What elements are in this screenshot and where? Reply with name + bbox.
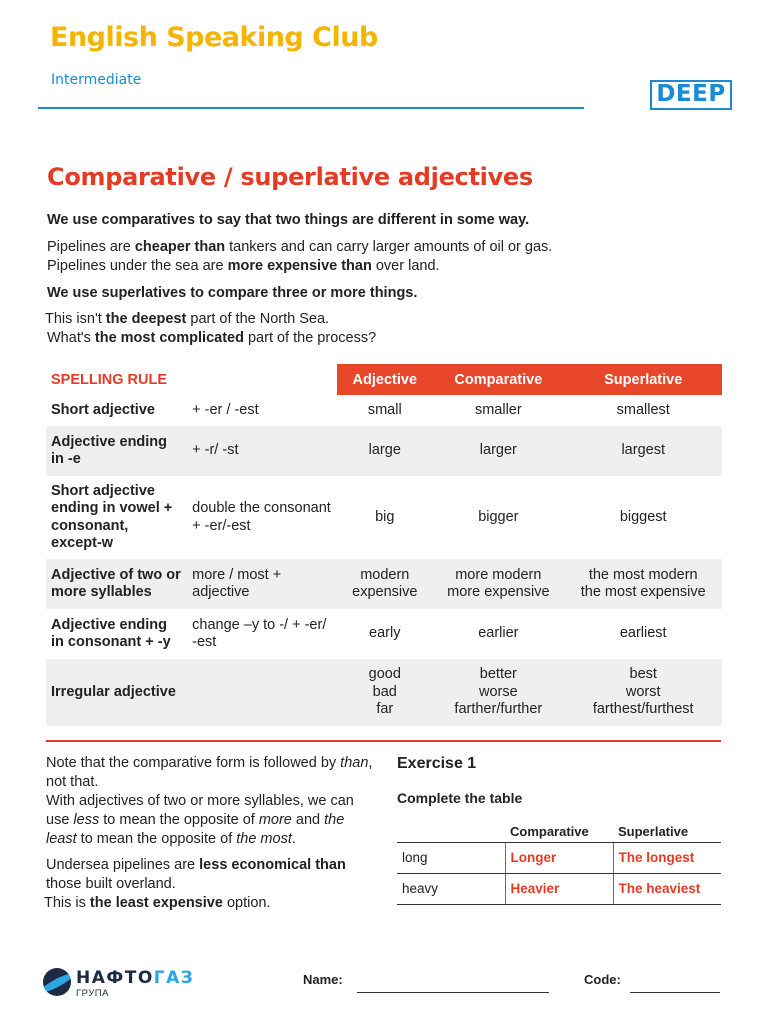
logo-wordmark: НАФТОГАЗ — [76, 968, 195, 988]
table-row — [46, 426, 722, 476]
page-title: Comparative / superlative adjectives — [47, 163, 533, 191]
table-row — [46, 476, 722, 559]
section-divider — [46, 740, 721, 742]
rule-description: + -r/ -st — [187, 426, 337, 476]
adjective-cell: modern expensive — [337, 559, 432, 609]
example-sentence: Pipelines under the sea are more expensive than over land. — [47, 258, 440, 274]
header-adjective: Adjective — [337, 364, 432, 395]
rule-name: Irregular adjective — [46, 659, 187, 726]
comparative-cell: smaller — [474, 401, 522, 418]
superlative-cell: the most modern the most expensive — [564, 559, 722, 609]
exercise-comparative-answer[interactable]: Longer — [505, 842, 613, 873]
naftogaz-logo — [43, 966, 233, 1000]
superlative-cell: largest — [564, 426, 722, 476]
exercise-comparative-answer[interactable]: Heavier — [505, 873, 613, 904]
exercise-title: Exercise 1 — [397, 755, 477, 772]
exercise-superlative-answer[interactable]: The longest — [613, 842, 721, 873]
superlative-cell: earliest — [619, 625, 667, 642]
comparative-cell: more modern more expensive — [432, 559, 564, 609]
exercise-word: heavy — [397, 873, 505, 904]
table-row — [46, 659, 722, 726]
table-row — [46, 609, 722, 659]
example-sentence: Pipelines are cheaper than tankers and can carry larger amounts of oil or gas. — [47, 239, 553, 255]
name-field[interactable] — [357, 992, 549, 993]
comparatives-rule: We use comparatives to say that two things are different in some way. — [47, 212, 530, 228]
code-label: Code: — [584, 972, 621, 987]
rule-name: Adjective of two or more syllables — [46, 559, 187, 609]
adjective-cell: early — [369, 625, 401, 642]
logo-subtitle: ГРУПА — [76, 988, 109, 999]
spelling-rules-table — [46, 364, 722, 726]
superlatives-examples — [45, 310, 376, 348]
rule-name: Adjective ending in -e — [46, 426, 187, 476]
table-row — [46, 395, 722, 426]
table-row — [397, 873, 721, 904]
header-superlative: Superlative — [564, 364, 722, 395]
notes-block — [46, 754, 376, 913]
example-sentence: What's the most complicated part of the process? — [47, 330, 377, 346]
note-text: This is the least expensive option. — [44, 895, 271, 911]
table-row — [397, 842, 721, 873]
adjective-cell: large — [337, 426, 432, 476]
rule-name: Adjective ending in consonant + -y — [51, 616, 171, 650]
exercise-header-comparative: Comparative — [510, 823, 589, 839]
rule-name: Short adjective ending in vowel + consonant, except-w — [51, 482, 173, 551]
rule-description — [187, 659, 337, 726]
exercise-header-empty — [397, 821, 505, 842]
superlative-cell: best worst farthest/furthest — [564, 659, 722, 726]
header-spelling-rule: SPELLING RULE — [51, 371, 168, 388]
exercise-superlative-answer[interactable]: The heaviest — [613, 873, 721, 904]
comparative-cell: larger — [432, 426, 564, 476]
exercise-instruction: Complete the table — [397, 790, 523, 806]
rule-description: + -er / -est — [192, 401, 259, 418]
deep-logo: DEEP — [650, 80, 732, 110]
club-title: English Speaking Club — [50, 22, 378, 53]
exercise-header-superlative: Superlative — [618, 823, 689, 839]
note-text: With adjectives of two or more syllables, we can use less to mean the opposite of more and the least to mean the opposite of the most. — [46, 793, 354, 847]
rule-name: Short adjective — [51, 401, 155, 418]
code-field[interactable] — [630, 992, 720, 993]
comparatives-examples — [47, 238, 552, 276]
club-level: Intermediate — [51, 72, 142, 88]
adjective-cell: big — [375, 508, 395, 525]
rule-description: more / most + adjective — [187, 559, 337, 609]
comparative-cell: bigger — [478, 508, 519, 525]
superlatives-rule: We use superlatives to compare three or more things. — [47, 285, 418, 301]
comparative-cell: better worse farther/further — [432, 659, 564, 726]
table-row — [46, 559, 722, 609]
note-text: Undersea pipelines are less economical than those built overland. — [46, 857, 346, 892]
rule-description: change –y to -/ + -er/ -est — [192, 616, 327, 650]
header-divider — [38, 107, 584, 109]
rule-description: double the consonant + -er/-est — [192, 500, 331, 534]
drop-logo-icon — [43, 968, 71, 996]
adjective-cell: good bad far — [337, 659, 432, 726]
name-label: Name: — [303, 972, 343, 987]
exercise-word: long — [397, 842, 505, 873]
example-sentence: This isn't the deepest part of the North Sea. — [45, 311, 330, 327]
comparative-cell: earlier — [478, 625, 519, 642]
adjective-cell: small — [367, 401, 402, 418]
exercise-table — [397, 821, 721, 905]
superlative-cell: smallest — [616, 401, 670, 418]
superlative-cell: biggest — [619, 508, 667, 525]
header-comparative: Comparative — [432, 364, 564, 395]
note-text: Note that the comparative form is followed by than, not that. — [46, 755, 373, 790]
